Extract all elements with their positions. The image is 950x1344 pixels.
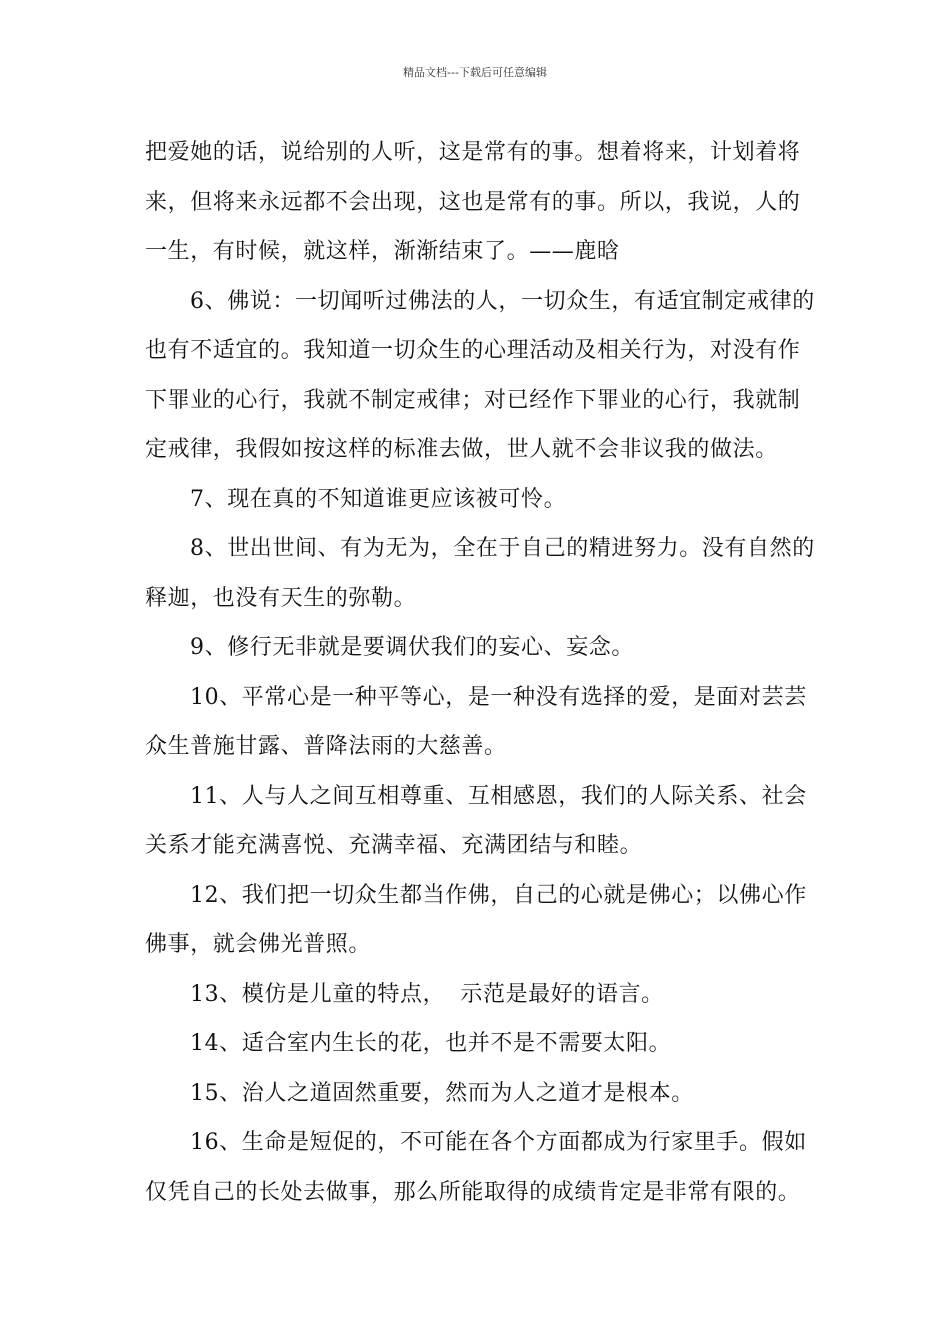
paragraph-item-16: [145, 1118, 810, 1217]
paragraph-item-11: [145, 772, 810, 871]
paragraph-item-12: [145, 871, 810, 970]
paragraph-line: 释迦，也没有天生的弥勒。: [145, 585, 417, 611]
paragraph-line: 众生普施甘露、普降法雨的大慈善。: [145, 734, 507, 759]
paragraph-item-6: [145, 277, 815, 475]
paragraph-line: 一生，有时候，就这样，渐渐结束了。——鹿晗: [145, 239, 620, 264]
paragraph-line: 关系才能充满喜悦、充满幸福、充满团结与和睦。: [145, 833, 643, 858]
document-body: [145, 128, 815, 1217]
paragraph-line: 16、生命是短促的，不可能在各个方面都成为行家里手。假如: [190, 1130, 807, 1155]
paragraph-line: 6、佛说：一切闻听过佛法的人，一切众生，有适宜制定戒律的: [190, 288, 815, 314]
paragraph-line: 把爱她的话，说给别的人听，这是常有的事。想着将来，计划着将: [145, 140, 801, 165]
paragraph-item-7: [145, 475, 810, 525]
paragraph-line: 佛事，就会佛光普照。: [145, 932, 372, 957]
paragraph-item-14: [145, 1019, 810, 1069]
paragraph-item-13: [145, 970, 810, 1020]
paragraph-line: 9、修行无非就是要调伏我们的妄心、妄念。: [190, 635, 634, 660]
paragraph-line: 11、人与人之间互相尊重、互相感恩，我们的人际关系、社会: [190, 783, 807, 809]
paragraph-line: 下罪业的心行，我就不制定戒律；对已经作下罪业的心行，我就制: [145, 387, 801, 413]
paragraph-line: 12、我们把一切众生都当作佛，自己的心就是佛心；以佛心作: [190, 882, 807, 908]
paragraph-line: 来，但将来永远都不会出现，这也是常有的事。所以，我说，人的: [145, 189, 801, 215]
paragraph-item-9: [145, 623, 810, 673]
paragraph-line: 仅凭自己的长处去做事，那么所能取得的成绩肯定是非常有限的。: [145, 1179, 801, 1205]
paragraph-item-15: [145, 1069, 810, 1119]
paragraph-item-10: [145, 673, 810, 772]
paragraph-line: 14、适合室内生长的花，也并不是不需要太阳。: [190, 1031, 672, 1056]
paragraph-line: 定戒律，我假如按这样的标准去做，世人就不会非议我的做法。: [145, 437, 778, 462]
paragraph-intro: [145, 128, 810, 277]
paragraph-line: 10、平常心是一种平等心，是一种没有选择的爱，是面对芸芸: [190, 684, 807, 710]
paragraph-item-8: [145, 524, 815, 623]
paragraph-line: 也有不适宜的。我知道一切众生的心理活动及相关行为，对没有作: [145, 338, 801, 363]
paragraph-line: 13、模仿是儿童的特点， 示范是最好的语言。: [190, 981, 664, 1007]
page-header: 精品文档---下载后可任意编辑: [403, 66, 547, 79]
paragraph-line: 8、世出世间、有为无为，全在于自己的精进努力。没有自然的: [190, 536, 815, 561]
paragraph-line: 7、现在真的不知道谁更应该被可怜。: [190, 486, 567, 512]
paragraph-line: 15、治人之道固然重要，然而为人之道才是根本。: [190, 1080, 694, 1106]
